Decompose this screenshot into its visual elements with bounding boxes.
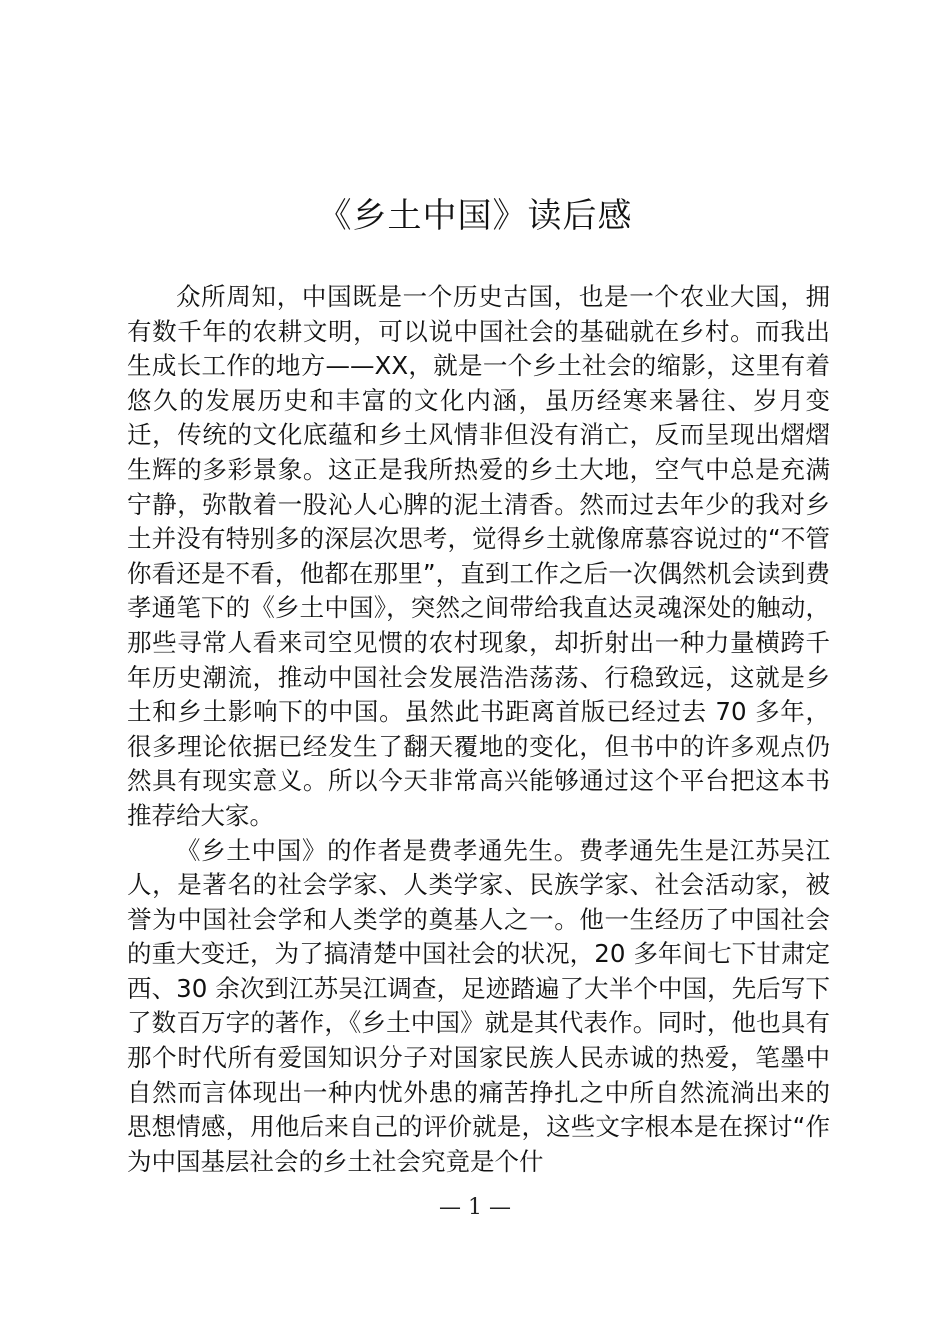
document-title: 《乡土中国》读后感 — [317, 196, 633, 236]
document-body — [127, 280, 830, 1179]
page-number: — 1 — — [439, 1195, 511, 1220]
paragraph: 《乡土中国》的作者是费孝通先生。费孝通先生是江苏吴江人，是著名的社会学家、人类学家、民族学家、社会活动家，被誉为中国社会学和人类学的奠基人之一。他一生经历了中国社会的重大变迁，为了搞清楚中国社会的状况，20 多年间七下甘肃定西、30 余次到江苏吴江调查，足迹踏遍了大半个中国，先后写下了数百万字的著作，《乡土中国》就是其代表作。同时，他也具有那个时代所有爱国知识分子对国家民族人民赤诚的热爱，笔墨中自然而言体现出一种内忧外患的痛苦挣扎之中所自然流淌出来的思想情感，用他后来自己的评价就是，这些文字根本是在探讨“作为中国基层社会的乡土社会究竟是个什 — [127, 835, 830, 1176]
paragraph: 众所周知，中国既是一个历史古国，也是一个农业大国，拥有数千年的农耕文明，可以说中国社会的基础就在乡村。而我出生成长工作的地方——XX，就是一个乡土社会的缩影，这里有着悠久的发展历史和丰富的文化内涵，虽历经寒来暑往、岁月变迁，传统的文化底蕴和乡土风情非但没有消亡，反而呈现出熠熠生辉的多彩景象。这正是我所热爱的乡土大地，空气中总是充满宁静，弥散着一股沁人心脾的泥土清香。然而过去年少的我对乡土并没有特别多的深层次思考，觉得乡土就像席慕容说过的“不管你看还是不看，他都在那里”，直到工作之后一次偶然机会读到费孝通笔下的《乡土中国》，突然之间带给我直达灵魂深处的触动，那些寻常人看来司空见惯的农村现象，却折射出一种力量横跨千年历史潮流，推动中国社会发展浩浩荡荡、行稳致远，这就是乡土和乡土影响下的中国。虽然此书距离首版已经过去 70 多年，很多理论依据已经发生了翻天覆地的变化，但书中的许多观点仍然具有现实意义。所以今天非常高兴能够通过这个平台把这本书推荐给大家。 — [127, 282, 830, 830]
